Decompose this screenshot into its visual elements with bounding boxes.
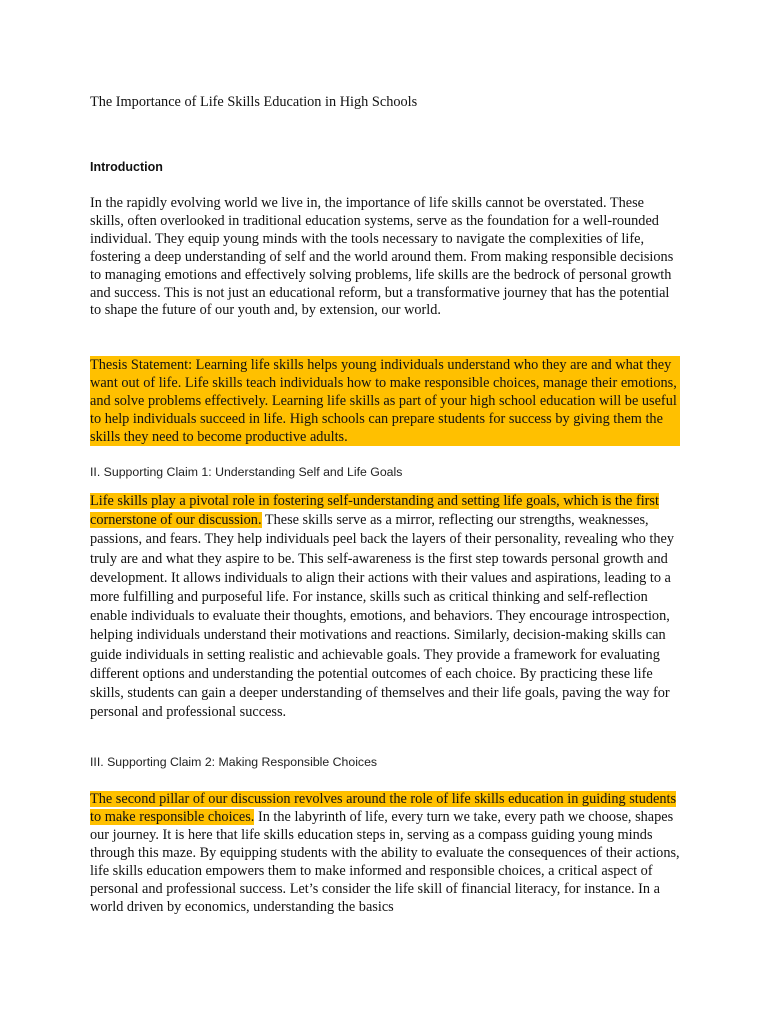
claim2-paragraph bbox=[90, 790, 680, 916]
claim2-heading: III. Supporting Claim 2: Making Responsible Choices bbox=[90, 755, 378, 769]
introduction-heading: Introduction bbox=[90, 160, 163, 174]
thesis-highlight: Thesis Statement: Learning life skills helps young individuals understand who they are and what they want out of life. Life skills teach individuals how to make responsible choices, manage their emotions, and solve problems effectively. Learning life skills as part of your high school education will be useful to help individuals succeed in life. High schools can prepare students for success by giving them the skills they need to become productive adults. bbox=[90, 356, 680, 446]
claim2-body: In the labyrinth of life, every turn we take, every path we choose, shapes our journey. It is here that life skills education steps in, serving as a compass guiding young minds through this maze. By equipping students with the ability to evaluate the consequences of their actions, life skills education empowers them to make informed and responsible choices, a critical aspect of personal and professional success. Let’s consider the life skill of financial literacy, for instance. In a world driven by economics, understanding the basics bbox=[90, 809, 680, 915]
claim2-highlight: The second pillar of our discussion revolves around the role of life skills education in guiding students to make responsible choices. bbox=[90, 791, 677, 825]
claim1-paragraph bbox=[90, 492, 680, 722]
introduction-paragraph: In the rapidly evolving world we live in, the importance of life skills cannot be overstated. These skills, often overlooked in traditional education systems, serve as the foundation for a well-rounded individual. They equip young minds with the tools necessary to navigate the complexities of life, fostering a deep understanding of self and the world around them. From making responsible decisions to managing emotions and effectively solving problems, life skills are the bedrock of personal growth and success. This is not just an educational reform, but a transformative journey that has the potential to shape the future of our youth and, by extension, our world. bbox=[90, 195, 674, 319]
claim1-heading: II. Supporting Claim 1: Understanding Self and Life Goals bbox=[90, 465, 403, 479]
claim1-highlight: Life skills play a pivotal role in fostering self-understanding and setting life goals, which is the first cornerstone of our discussion. bbox=[90, 493, 659, 529]
document-title: The Importance of Life Skills Education in High Schools bbox=[90, 94, 418, 110]
thesis-paragraph bbox=[90, 356, 680, 446]
claim1-body: These skills serve as a mirror, reflecting our strengths, weaknesses, passions, and fears. They help individuals peel back the layers of their personality, revealing who they truly are and what they aspire to be. This self-awareness is the first step towards personal growth and development. It allows individuals to align their actions with their values and aspirations, leading to a more fulfilling and purposeful life. For instance, skills such as critical thinking and self-reflection enable individuals to evaluate their thoughts, emotions, and behaviors. They encourage introspection, helping individuals understand their motivations and reactions. Similarly, decision-making skills can guide individuals in setting realistic and achievable goals. They provide a framework for evaluating different options and understanding the potential outcomes of each choice. By practicing these life skills, students can gain a deeper understanding of themselves and their life goals, paving the way for personal and professional success. bbox=[90, 512, 675, 721]
